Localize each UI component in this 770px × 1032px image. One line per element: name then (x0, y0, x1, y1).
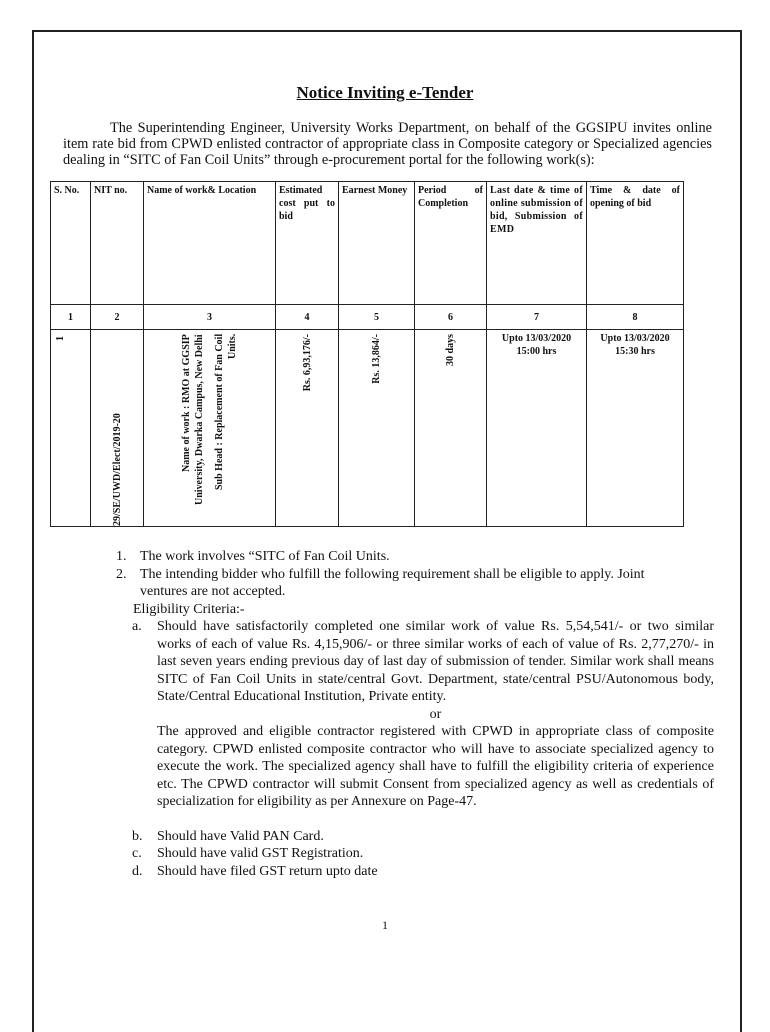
criteria-label: b. (132, 828, 143, 844)
page-title: Notice Inviting e-Tender (296, 83, 474, 102)
criteria-item (132, 618, 714, 706)
conditions-list (104, 548, 714, 880)
or-separator: or (429, 706, 442, 722)
cost-text: Rs. 6,93,176/- (301, 334, 313, 392)
col-number: 8 (587, 305, 684, 330)
table-header-row (51, 182, 684, 305)
criteria-text-alt: The approved and eligible contractor registered with CPWD in appropriate class of composite category. CPWD enlisted composite contractor who will have to associate specialized agency to execute the work. The specialized agency shall have to fulfill the eligibility criteria of experience etc. The CPWD contractor will submit Consent from specialized agency as well as credentials of specialization for eligibility as per Annexure on Page-47. (157, 724, 714, 809)
work-name-line: University, Dwarka Campus, New Delhi (194, 334, 205, 505)
col-number: 4 (276, 305, 339, 330)
criteria-text: Should have satisfactorily completed one similar work of value Rs. 5,54,541/- or two similar works of each of value Rs. 4,15,906/- or three similar works of each of value of Rs. 2,77,270/- in last seven years ending previous day of last day of submission of tender. Similar work shall means SITC of Fan Coil Units in state/central Govt. Department, state/central PSU/Autonomous body, State/Central Educational Institution, Private entity. (157, 619, 714, 704)
last-date-time: 15:00 hrs (516, 346, 557, 357)
work-name-line: Name of work : RMO at GGSIP (181, 334, 192, 472)
list-number: 2. (116, 566, 127, 582)
col-number: 1 (51, 305, 91, 330)
intro-text: The Superintending Engineer, University Works Department, on behalf of the GGSIPU invites online item rate bid from CPWD enlisted contractor of appropriate class in Composite category or Specialized agencies dealing in “SITC of Fan Coil Units” through e-procurement portal for the following work(s): (63, 120, 712, 168)
criteria-item (132, 863, 714, 881)
work-name-text (180, 334, 206, 526)
criteria-text: Should have valid GST Registration. (157, 846, 364, 861)
page-number: 1 (382, 918, 388, 932)
header-emd: Earnest Money (339, 182, 415, 305)
list-number: 1. (116, 549, 127, 564)
col-number: 6 (415, 305, 487, 330)
header-period: Period of Completion (415, 182, 487, 305)
cell-work-name (144, 330, 276, 527)
sno-text: 1 (55, 336, 66, 341)
opening-date-text: Upto 13/03/2020 (600, 333, 670, 344)
list-text: The intending bidder who fulfill the following requirement shall be eligible to apply. Joint ventures are not accepted. (140, 566, 645, 599)
header-sno: S. No. (51, 182, 91, 305)
sub-head-line: Units. (227, 334, 238, 360)
header-last-date: Last date & time of online submission of bid, Submission of EMD (487, 182, 587, 305)
cell-cost (276, 330, 339, 527)
criteria-text: Should have Valid PAN Card. (157, 828, 324, 844)
list-item (104, 548, 714, 566)
criteria-label: d. (132, 863, 143, 879)
spacer (104, 811, 714, 828)
cell-nit (91, 330, 144, 527)
cell-last-date (487, 330, 587, 527)
col-number: 7 (487, 305, 587, 330)
col-number: 2 (91, 305, 144, 330)
header-opening: Time & date of opening of bid (587, 182, 684, 305)
cell-opening-date (587, 330, 684, 527)
header-nit: NIT no. (91, 182, 144, 305)
nit-text: 29/SE/UWD/Elect/2019-20 (111, 413, 123, 526)
sub-head-text (213, 334, 239, 526)
criteria-item (132, 828, 714, 846)
eligibility-label: Eligibility Criteria:- (133, 601, 245, 617)
criteria-label: a. (132, 619, 142, 634)
list-text: The work involves “SITC of Fan Coil Units. (140, 549, 390, 564)
list-item (104, 566, 714, 601)
table-row (51, 330, 684, 527)
header-cost: Estimated cost put to bid (276, 182, 339, 305)
emd-text: Rs. 13,864/- (371, 334, 382, 384)
opening-date-time: 15:30 hrs (615, 346, 655, 357)
col-number: 5 (339, 305, 415, 330)
cell-sno (51, 330, 91, 527)
cell-period (415, 330, 487, 527)
period-text: 30 days (445, 334, 456, 366)
criteria-item (132, 845, 714, 863)
header-work-name: Name of work& Location (144, 182, 276, 305)
tender-table (50, 181, 684, 527)
sub-head-line: Sub Head : Replacement of Fan Coil (214, 334, 225, 491)
intro-paragraph (63, 120, 712, 168)
col-number: 3 (144, 305, 276, 330)
last-date-text: Upto 13/03/2020 (501, 333, 572, 344)
criteria-text: Should have filed GST return upto date (157, 863, 378, 879)
table-number-row (51, 305, 684, 330)
criteria-label: c. (132, 846, 142, 861)
cell-emd (339, 330, 415, 527)
